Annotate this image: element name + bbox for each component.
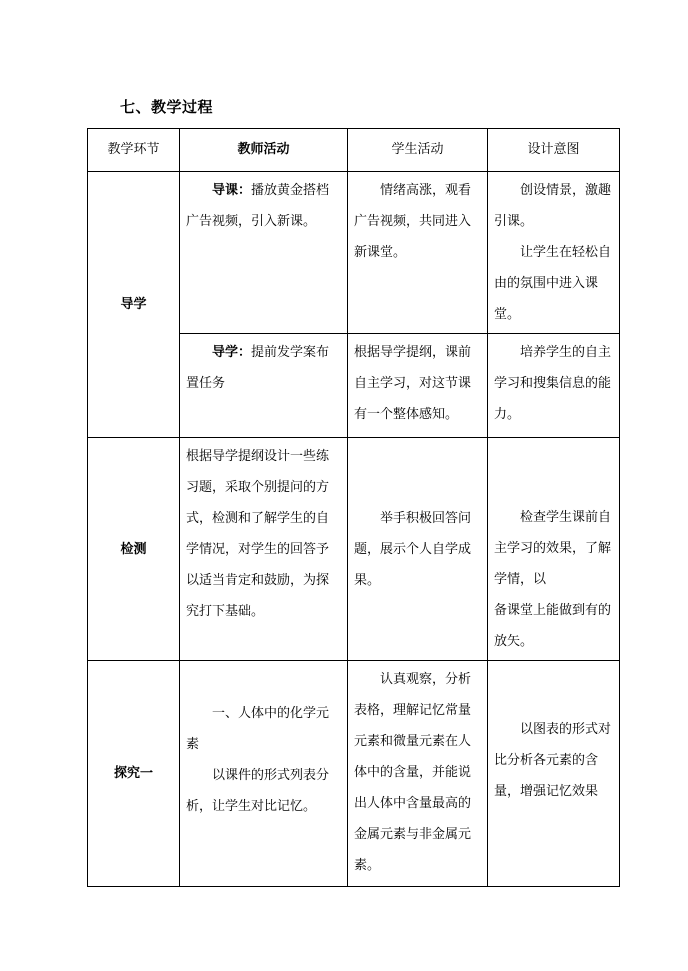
- student-text: 举手积极回答问题，展示个人自学成果。: [354, 510, 472, 588]
- student-text: 根据导学提纲，课前自主学习，对这节课有一个整体感知。: [354, 345, 472, 422]
- header-design-intent: 设计意图: [488, 129, 620, 172]
- teacher-text: 一、人体中的化学元素: [186, 706, 330, 752]
- stage-tanjiu-1: 探究一: [88, 661, 180, 887]
- teacher-text: 根据导学提纲设计一些练习题，采取个别提问的方式，检测和了解学生的自学情况，对学生的回答予以适当肯定和鼓励，为探究打下基础。: [186, 449, 330, 619]
- student-cell: [348, 438, 488, 661]
- design-cell: [488, 172, 620, 334]
- design-text: 备课堂上能做到有的放矢。: [494, 603, 612, 649]
- teacher-text: 提前发学案布置任务: [186, 345, 330, 391]
- design-cell: [488, 334, 620, 438]
- teacher-text: 播放黄金搭档广告视频，引入新课。: [186, 183, 330, 229]
- header-stage: 教学环节: [88, 129, 180, 172]
- design-text: 让学生在轻松自由的氛围中进入课堂。: [494, 245, 612, 322]
- teacher-label: 导课：: [212, 183, 252, 198]
- student-text: 情绪高涨，观看广告视频，共同进入新课堂。: [354, 183, 472, 260]
- stage-jiance: 检测: [88, 438, 180, 661]
- design-text: 创设情景，激趣引课。: [494, 183, 612, 229]
- table-header-row: [88, 129, 620, 172]
- teacher-cell: [180, 172, 348, 334]
- teacher-cell: [180, 334, 348, 438]
- teacher-cell: [180, 661, 348, 887]
- header-student-activity: 学生活动: [348, 129, 488, 172]
- student-cell: [348, 334, 488, 438]
- design-text: 培养学生的自主学习和搜集信息的能力。: [494, 345, 612, 422]
- table-row: [88, 438, 620, 661]
- table-row: [88, 172, 620, 334]
- section-title: 七、教学过程: [120, 98, 214, 116]
- header-teacher-activity: 教师活动: [180, 129, 348, 172]
- student-cell: [348, 661, 488, 887]
- design-cell: [488, 438, 620, 661]
- design-cell: [488, 661, 620, 887]
- stage-daoxue: 导学: [88, 172, 180, 438]
- teaching-process-table: [87, 128, 620, 887]
- design-text: 以图表的形式对比分析各元素的含量，增强记忆效果: [494, 721, 612, 799]
- teacher-text: 以课件的形式列表分析，让学生对比记忆。: [186, 768, 330, 814]
- design-text: 检查学生课前自主学习的效果，了解学情，以: [494, 510, 612, 587]
- table-row: [88, 661, 620, 887]
- teacher-label: 导学：: [212, 345, 252, 360]
- teacher-cell: [180, 438, 348, 661]
- student-text: 认真观察，分析表格，理解记忆常量元素和微量元素在人体中的含量，并能说出人体中含量最高的金属元素与非金属元素。: [354, 672, 472, 873]
- student-cell: [348, 172, 488, 334]
